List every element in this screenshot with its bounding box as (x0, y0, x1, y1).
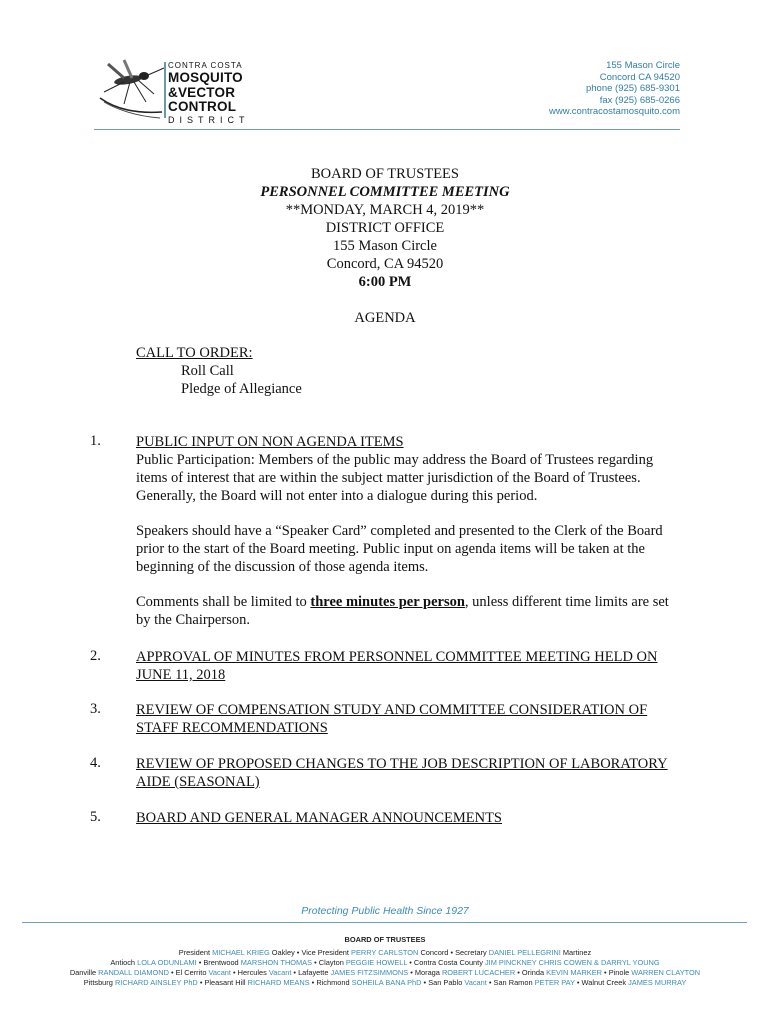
item-number: 4. (90, 755, 101, 771)
trustee-name: Vacant (268, 968, 292, 977)
call-to-order-title: CALL TO ORDER: (136, 345, 253, 361)
trustee-name: PETER PAY (534, 978, 575, 987)
website-link[interactable]: www.contracostamosquito.com (549, 106, 680, 117)
trustee-city: • Brentwood (196, 958, 241, 967)
trustee-city: • Richmond (309, 978, 352, 987)
trustee-name: RANDALL DIAMOND (98, 968, 169, 977)
phone-number: phone (925) 685-9301 (585, 83, 680, 94)
trustee-city: • Walnut Creek (574, 978, 629, 987)
trustee-name: JAMES FITZSIMMONS (330, 968, 409, 977)
header-divider (94, 129, 680, 130)
trustee-name: RICHARD MEANS (247, 978, 310, 987)
agenda-item-4: REVIEW OF PROPOSED CHANGES TO THE JOB DESCRIPTION OF LABORATORY AIDE (SEASONAL) (136, 756, 668, 790)
trustee-name: KEVIN MARKER (546, 968, 602, 977)
item-number: 2. (90, 648, 101, 664)
trustee-name: ROBERT LUCACHER (441, 968, 516, 977)
trustee-city: • San Pablo (421, 978, 465, 987)
logo-wordmark: CONTRA COSTA MOSQUITO &VECTOR CONTROL DISTRICT (168, 61, 250, 125)
trustee-city: • El Cerrito (168, 968, 209, 977)
trustee-city: Antioch (110, 958, 138, 967)
agenda-item-2: APPROVAL OF MINUTES FROM PERSONNEL COMMITTEE MEETING HELD ON JUNE 11, 2018 (136, 649, 658, 683)
trustee-name: SOHEILA BANA PhD (351, 978, 422, 987)
meeting-header (0, 165, 770, 291)
trustee-name: MARSHON THOMAS (240, 958, 313, 967)
trustee-name: JAMES MURRAY (628, 978, 687, 987)
footer-divider (22, 922, 747, 923)
footer-tagline: Protecting Public Health Since 1927 (301, 905, 469, 917)
public-participation-paragraph: Public Participation: Members of the public may address the Board of Trustees regarding items of interest that are within the subject matter jurisdiction of the Board of Trustees. Generally, the Board will not enter into a dialogue during this period. (136, 452, 654, 504)
call-to-order-item: Pledge of Allegiance (181, 381, 302, 397)
trustee-name: LOLA ODUNLAMI (137, 958, 197, 967)
trustees-line (0, 948, 770, 958)
agenda-item-5: BOARD AND GENERAL MANAGER ANNOUNCEMENTS (136, 810, 502, 826)
trustee-city: Martinez (560, 948, 592, 957)
item-number: 1. (90, 433, 101, 449)
trustees-line (0, 958, 770, 968)
address-street: 155 Mason Circle (606, 60, 680, 71)
speaker-card-paragraph: Speakers should have a “Speaker Card” completed and presented to the Clerk of the Board prior to the start of the Board meeting. Public input on agenda items will be taken at the beginning of the discussion of those agenda items. (136, 523, 663, 575)
trustee-city: • Moraga (408, 968, 442, 977)
board-title: BOARD OF TRUSTEES (311, 166, 459, 182)
trustee-city: • Orinda (515, 968, 547, 977)
letterhead-address (549, 60, 680, 118)
meeting-street: 155 Mason Circle (333, 238, 437, 254)
trustee-name: Vacant (208, 968, 231, 977)
address-city: Concord CA 94520 (599, 71, 680, 83)
trustee-city: • Pinole (602, 968, 632, 977)
item-number: 3. (90, 701, 101, 717)
agenda-item-3: REVIEW OF COMPENSATION STUDY AND COMMITTEE CONSIDERATION OF STAFF RECOMMENDATIONS (136, 702, 648, 736)
agenda-heading: AGENDA (354, 310, 416, 326)
trustee-city: • San Ramon (486, 978, 535, 987)
trustee-name: MICHAEL KRIEG (212, 948, 270, 957)
trustee-name: JIM PINCKNEY CHRIS COWEN & DARRYL YOUNG (484, 958, 660, 967)
trustee-city: Oakley • Vice President (269, 948, 352, 957)
district-logo (94, 58, 250, 126)
trustee-name: PEGGIE HOWELL (345, 958, 408, 967)
trustee-name: DANIEL PELLEGRINI (488, 948, 561, 957)
trustee-city: • Pleasant Hill (197, 978, 248, 987)
trustee-city: • Lafayette (291, 968, 331, 977)
trustee-name: WARREN CLAYTON (631, 968, 701, 977)
logo-divider (164, 62, 166, 118)
trustee-name: PERRY CARLSTON (351, 948, 419, 957)
time-limit-emphasis: three minutes per person (310, 594, 465, 610)
trustee-city: President (178, 948, 213, 957)
meeting-time: 6:00 PM (358, 274, 412, 290)
meeting-location: DISTRICT OFFICE (325, 220, 445, 236)
trustee-city: • Hercules (230, 968, 269, 977)
call-to-order-section (136, 344, 681, 398)
fax-number: fax (925) 685-0266 (599, 94, 680, 106)
agenda-item-1 (136, 433, 681, 629)
trustee-city: • Clayton (312, 958, 346, 967)
trustee-city: Danville (69, 968, 99, 977)
trustee-name: Vacant (464, 978, 487, 987)
trustees-line (0, 978, 770, 988)
time-limit-paragraph: Comments shall be limited to three minutes per person, unless different time limits are set by the Chairperson. (136, 594, 669, 628)
meeting-title: PERSONNEL COMMITTEE MEETING (260, 184, 510, 200)
trustee-name: RICHARD AINSLEY PhD (114, 978, 198, 987)
trustee-city: • Contra Costa County (407, 958, 485, 967)
meeting-city: Concord, CA 94520 (326, 256, 444, 272)
trustee-city: Concord • Secretary (418, 948, 489, 957)
meeting-date: **MONDAY, MARCH 4, 2019** (285, 202, 485, 218)
call-to-order-item: Roll Call (181, 363, 234, 379)
item-number: 5. (90, 809, 101, 825)
footer-heading: BOARD OF TRUSTEES (344, 935, 426, 944)
trustee-city: Pittsburg (83, 978, 115, 987)
agenda-item-title: PUBLIC INPUT ON NON AGENDA ITEMS (136, 434, 404, 450)
trustees-line (0, 968, 770, 978)
mosquito-icon (94, 58, 166, 126)
